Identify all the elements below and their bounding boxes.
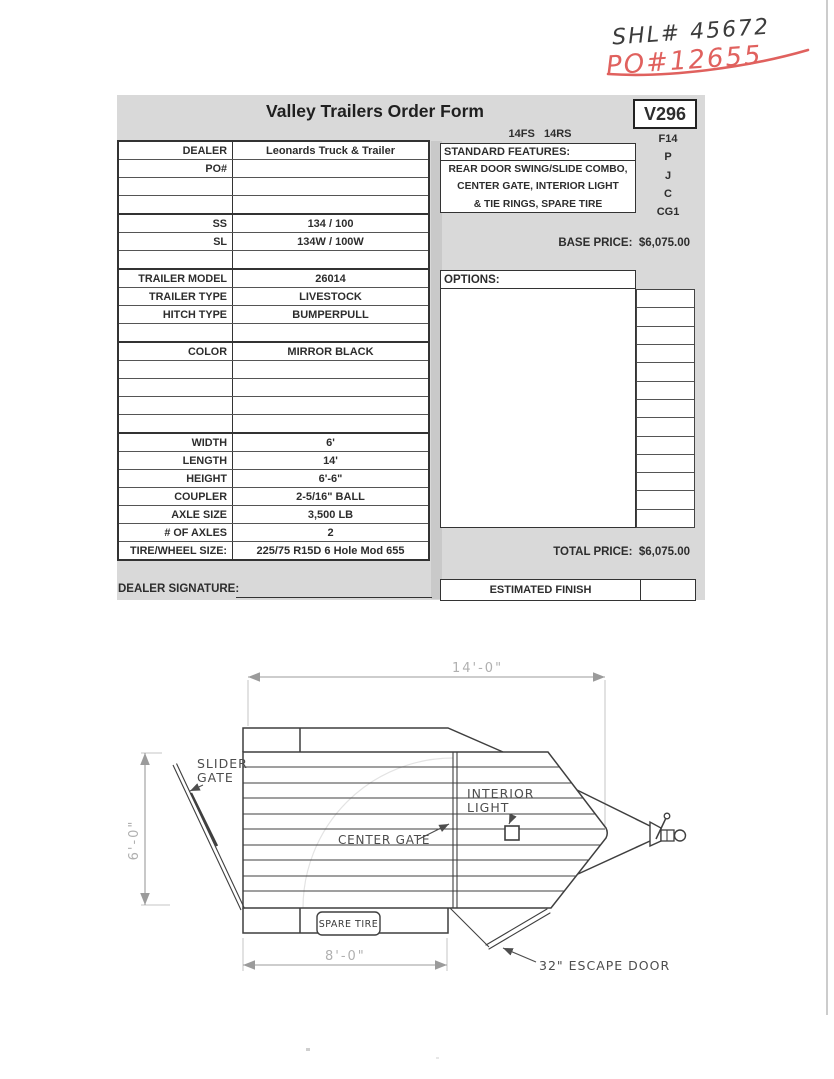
red-pen-stroke-overlay [596,8,826,88]
row-label [119,415,233,432]
center-gate-line [453,752,457,908]
row-label [119,196,233,213]
spare-tire-label: SPARE TIRE [318,919,379,930]
option-price-cell [637,490,694,508]
standard-features-box [440,143,636,213]
table-row [119,523,428,541]
options-box [440,270,636,528]
table-row [119,159,428,177]
pen-stroke [608,50,808,75]
estimated-finish-box [440,579,696,601]
code-cg1: CG1 [656,206,680,219]
option-price-cell [637,417,694,435]
row-value: MIRROR BLACK [287,345,374,358]
options-header: OPTIONS: [441,271,635,289]
row-value [233,361,428,378]
row-value: 2-5/16" BALL [296,490,365,503]
fender-dimension-text: 8'-0" [325,949,366,964]
interior-light-leader [509,815,513,824]
slider-gate [173,764,245,911]
row-value [233,397,428,414]
option-price-cell [637,454,694,472]
row-label: DEALER [119,142,233,159]
row-value [233,160,428,177]
form-code-box: V296 [633,99,697,129]
table-row [119,287,428,305]
option-price-cell [637,344,694,362]
row-value: 26014 [315,272,346,285]
row-label [119,379,233,396]
body-slats [243,767,605,891]
row-label: COLOR [119,343,233,360]
options-price-column [636,289,695,528]
table-row [119,469,428,487]
row-value [233,379,428,396]
estimated-finish-value-cell [641,580,695,600]
table-row [119,232,428,250]
row-value: 134W / 100W [297,235,364,248]
option-price-cell [637,362,694,380]
standard-features-header: STANDARD FEATURES: [441,144,635,161]
code-f14: F14 [658,133,678,145]
table-row [119,541,428,559]
table-row [119,360,428,378]
table-row [119,268,428,287]
feature-line: REAR DOOR SWING/SLIDE COMBO, [448,164,628,175]
row-label: HEIGHT [119,470,233,487]
code-j: J [664,169,672,182]
feature-line: CENTER GATE, INTERIOR LIGHT [457,181,619,193]
table-row [119,414,428,432]
table-row [119,305,428,323]
row-label: SS [119,215,233,232]
base-price-label: BASE PRICE: [558,237,633,249]
slider-gate-label: SLIDER [197,756,248,771]
escape-door-label: 32" ESCAPE DOOR [539,958,671,973]
row-label [119,178,233,195]
model-codes: 14FS 14RS [508,128,572,140]
row-label: # OF AXLES [119,524,233,541]
escape-door-leader [503,948,536,962]
row-value: 225/75 R15D 6 Hole Mod 655 [256,544,405,557]
row-label: TIRE/WHEEL SIZE: [119,542,233,559]
row-value: 3,500 LB [307,508,354,521]
slider-gate-label: GATE [197,770,234,785]
escape-door-hinge-line [450,908,489,947]
dealer-signature-label: DEALER SIGNATURE: [118,583,240,595]
row-label [119,361,233,378]
length-dimension-text: 14'-0" [452,661,504,676]
estimated-finish-label: ESTIMATED FINISH [441,580,641,600]
option-price-cell [637,307,694,325]
option-price-cell [637,381,694,399]
row-label: HITCH TYPE [119,306,233,323]
row-value: BUMPERPULL [292,308,369,321]
interior-light-marker [505,826,519,840]
row-label: WIDTH [119,434,233,451]
table-row [119,487,428,505]
trailer-diagram [0,640,834,1024]
row-label [119,324,233,341]
option-price-cell [637,436,694,454]
center-gate-leader [417,824,449,840]
handwritten-job-number: SHL# 45672 [611,14,771,51]
row-label: TRAILER MODEL [119,270,233,287]
option-price-cell [637,472,694,490]
option-codes-column [648,130,688,221]
table-row [119,432,428,451]
code-p: P [664,151,672,164]
page-title: Valley Trailers Order Form [266,101,484,121]
row-value: Leonards Truck & Trailer [266,144,395,157]
row-value: 14' [323,454,338,467]
table-row [119,250,428,268]
row-value: 6' [326,436,335,449]
row-value [233,178,428,195]
total-price-value: $6,075.00 [638,546,690,558]
row-value [233,251,428,268]
po-number: PO#12655 [605,40,764,82]
option-price-cell [637,326,694,344]
slider-gate-leader [190,785,203,791]
option-price-cell [637,509,694,527]
code-c: C [664,187,672,200]
row-value: 2 [327,526,334,539]
row-label: PO# [119,160,233,177]
row-label: LENGTH [119,452,233,469]
row-label: TRAILER TYPE [119,288,233,305]
table-row [119,378,428,396]
row-value [233,415,428,432]
top-fender [243,728,503,752]
row-label: SL [119,233,233,250]
signature-line [236,597,432,598]
row-label [119,397,233,414]
scan-speck [436,1057,439,1059]
row-value: 6'-6" [318,472,343,485]
row-label [119,251,233,268]
width-dimension-text: 6'-0" [127,819,142,861]
row-label: AXLE SIZE [119,506,233,523]
row-value: 134 / 100 [307,217,354,230]
table-row [119,451,428,469]
row-label: COUPLER [119,488,233,505]
interior-light-label: LIGHT [467,800,510,815]
table-row [119,213,428,232]
table-row [119,177,428,195]
table-row [119,323,428,341]
scan-speck [306,1048,310,1051]
row-value [233,324,428,341]
table-row [119,396,428,414]
option-price-cell [637,290,694,307]
base-price-row [440,237,690,249]
feature-line: & TIE RINGS, SPARE TIRE [473,198,603,210]
base-price-value: $6,075.00 [638,237,690,249]
row-value: LIVESTOCK [299,290,362,303]
table-row [119,142,428,159]
escape-door [486,909,550,949]
total-price-row [440,546,690,558]
table-row [119,341,428,360]
trailer-body-outline [243,752,607,908]
table-row [119,195,428,213]
order-table [117,140,430,561]
option-price-cell [637,399,694,417]
coupler [650,813,686,846]
table-row [119,505,428,523]
total-price-label: TOTAL PRICE: [553,546,633,558]
interior-light-label: INTERIOR [467,786,535,801]
center-gate-label: CENTER GATE [338,833,431,847]
row-value [233,196,428,213]
